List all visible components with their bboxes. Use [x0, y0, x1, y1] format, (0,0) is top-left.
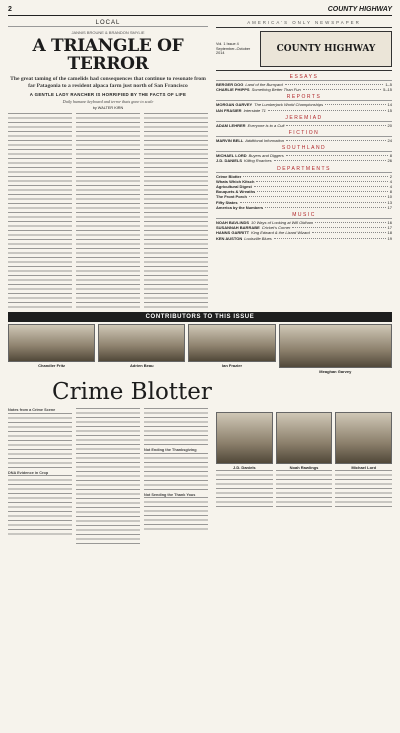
body-text-lines	[216, 470, 273, 510]
toc-dot-leader	[303, 89, 381, 90]
crime-blotter-body	[8, 408, 208, 546]
toc-entry-title: ADAM LEHRER	[216, 122, 246, 128]
toc-entry-subtitle: Land of the Burnyard	[245, 82, 283, 87]
toc-dot-leader	[256, 181, 387, 182]
toc-entry	[216, 236, 392, 241]
contributor-name: Ian Frazier	[222, 363, 243, 368]
toc-entry-subtitle: King Edward & the Lizard Wizard	[251, 230, 310, 236]
masthead	[8, 6, 392, 16]
contributor-photo	[216, 412, 273, 464]
toc-entry	[216, 123, 392, 128]
body-column	[8, 113, 72, 309]
contributor-card	[216, 412, 273, 510]
section-label: LOCAL	[8, 20, 208, 27]
crime-blotter-headline: Crime Blotter	[52, 379, 212, 405]
toc-dot-leader	[257, 191, 388, 192]
toc-entry-page: 13	[387, 199, 392, 205]
blotter-subhead: Not Sending the Thank Yous	[144, 492, 196, 497]
toc-entry-title: J.D. DANIELS	[216, 158, 243, 164]
contributor-card	[98, 324, 185, 374]
toc-entry-page: 1–5	[385, 82, 392, 87]
toc-section-heading: REPORTS	[216, 94, 392, 101]
toc-entry	[216, 158, 392, 163]
toc-entry-page: 10	[387, 194, 392, 200]
toc-entry	[216, 108, 392, 113]
toc-entry-subtitle: Buyers and Diggers	[248, 153, 284, 159]
blotter-subhead: Notes from a Crime Scene	[8, 408, 56, 412]
toc-entry-title: Agricultural Digest	[216, 184, 252, 190]
toc-entry-page: 5–15	[383, 87, 392, 93]
contributor-name: Chandler Fritz	[38, 363, 66, 368]
toc-entry-title: America by the Numbers	[216, 204, 264, 210]
tagline: AMERICA'S ONLY NEWSPAPER	[247, 20, 361, 25]
toc-entry-page: 17	[387, 204, 392, 210]
toc-entry	[216, 87, 392, 92]
toc-dot-leader	[292, 227, 385, 228]
toc-entry-title: SUSANNAH BARRABE	[216, 225, 260, 231]
toc-entry-title: BERGER DOG	[216, 82, 244, 87]
toc-section-heading: SOUTHLAND	[216, 145, 392, 152]
toc-entry-title: MICHAEL LORD	[216, 153, 247, 159]
contributor-card	[335, 412, 392, 510]
toc-dot-leader	[274, 238, 386, 239]
toc-dot-leader	[240, 202, 386, 203]
contributor-name: Noah Rawlings	[289, 465, 319, 470]
body-text-lines	[276, 470, 333, 510]
lead-body	[8, 113, 208, 309]
toc-dot-leader	[243, 176, 387, 177]
county-highway-logo: COUNTY HIGHWAY	[260, 31, 392, 67]
toc-entry-subtitle: The Lumberjack World Championships	[254, 102, 324, 108]
publication-name: COUNTY HIGHWAY	[327, 6, 392, 13]
toc-entry-page: 26	[387, 158, 392, 164]
toc-entry-page: 16	[387, 220, 392, 226]
body-text-lines	[335, 470, 392, 510]
lead-headline: A TRIANGLE OF TERROR	[32, 36, 184, 74]
toc-entry-page: 24	[387, 138, 392, 144]
body-text-lines	[144, 453, 208, 493]
contributor-card	[8, 324, 95, 374]
lead-kicker: A GENTLE LADY RANCHER IS HORRIFIED BY THE FACTS OF LIFE	[29, 92, 187, 97]
toc-section-heading: FICTION	[216, 130, 392, 137]
blotter-subhead: DNA Evidence in Crop	[8, 470, 49, 475]
toc-entry-page: 18	[387, 230, 392, 236]
toc-dot-leader	[286, 140, 386, 141]
toc-entry-page: 8	[389, 189, 392, 195]
toc-entry-page: 20	[387, 122, 392, 128]
toc-entry-title: MARVIN BELL	[216, 138, 244, 144]
toc-entry-page: 2	[389, 173, 392, 179]
body-text-lines	[144, 113, 208, 309]
toc-dot-leader	[325, 104, 385, 105]
toc-dot-leader	[249, 196, 386, 197]
table-of-contents	[216, 74, 392, 241]
toc-entry-page: 14	[387, 102, 392, 108]
toc-entry-subtitle: Killing Roaches	[244, 158, 272, 164]
contributor-name: Adrien Beau	[130, 363, 154, 368]
body-text-lines	[8, 113, 72, 309]
body-text-lines	[144, 408, 208, 448]
toc-dot-leader	[312, 232, 386, 233]
body-text-lines	[8, 475, 72, 535]
body-text-lines	[8, 413, 72, 471]
contributor-photo	[8, 324, 95, 362]
toc-section-heading: ESSAYS	[216, 74, 392, 81]
toc-entry-subtitle: Additional Information	[245, 138, 284, 144]
contributor-name: Michael Lord	[351, 465, 377, 470]
toc-entry-title: HANNS GARRITT	[216, 230, 250, 236]
page-number: 2	[8, 6, 12, 13]
section-byline: JANNIS BROUNE & BRANDON SMYLIE	[71, 30, 145, 35]
toc-entry-subtitle: Interstate 71	[243, 107, 266, 113]
contributor-photo	[335, 412, 392, 464]
toc-entry-title: MORGAN GARVEY	[216, 102, 253, 108]
toc-entry-title: CHARLIE PHIPPS	[216, 87, 250, 93]
toc-entry-title: NOAH BAVLINDS	[216, 220, 250, 226]
contributors-bottom	[216, 408, 392, 546]
toc-dot-leader	[265, 207, 385, 208]
toc-entry-title: The Front Porch	[216, 194, 247, 200]
toc-entry-title: IAN FRASIER	[216, 107, 242, 113]
toc-dot-leader	[286, 125, 385, 126]
body-column	[144, 113, 208, 309]
toc-entry-page: 4	[389, 184, 392, 190]
volume-info: Vol. 1 Issue 4 September–October 2014	[216, 42, 251, 56]
toc-section-heading: DEPARTMENTS	[216, 166, 392, 173]
lead-story	[8, 20, 208, 309]
contributor-photo	[188, 324, 275, 362]
lead-writer: by WALTER KIRN	[92, 106, 124, 110]
toc-entry-title: Bouquets & Wreaths	[216, 189, 256, 195]
toc-entry-subtitle: Something Better Than Fun	[251, 87, 301, 93]
contributor-photo	[276, 412, 333, 464]
toc-entry	[216, 138, 392, 143]
toc-section-heading: MUSIC	[216, 212, 392, 219]
contributor-name: Meaghan Garvey	[319, 369, 352, 374]
contributor-name: J.D. Daniels	[232, 465, 256, 470]
table-of-contents-panel	[216, 20, 392, 309]
toc-entry-title: KEN AUSTON	[216, 235, 243, 241]
toc-dot-leader	[274, 160, 386, 161]
body-text-lines	[144, 497, 208, 533]
lead-subdeck: Daily humane keyboard and terror thats gone to scale	[62, 99, 154, 104]
toc-entry-page: 4	[389, 178, 392, 184]
body-text-lines	[76, 113, 140, 309]
toc-entry-page: 8	[389, 153, 392, 159]
toc-entry-subtitle: Louisville Blues	[244, 235, 272, 241]
toc-entry-subtitle: 10 Ways of Looking at Will Oldham	[251, 220, 314, 226]
issue-logo-bar	[216, 27, 392, 71]
contributors-title: CONTRIBUTORS TO THIS ISSUE	[8, 312, 392, 322]
toc-dot-leader	[286, 155, 388, 156]
blotter-column	[144, 408, 208, 546]
toc-entry-subtitle: Everyone is to a Cult	[247, 122, 285, 128]
contributors-section	[8, 312, 392, 374]
toc-entry	[216, 205, 392, 210]
contributor-photo	[98, 324, 185, 362]
body-column	[76, 113, 140, 309]
toc-entry-title: Crime Blotter	[216, 173, 242, 179]
lead-deck: The great taming of the camelids had consequences that continue to resonate from far Patagonia to a resident alpaca farm just north of San Francisco	[10, 76, 206, 89]
toc-entry-subtitle: Cricket's Corner	[261, 225, 291, 231]
contributor-card	[276, 412, 333, 510]
toc-entry-title: Whats Which Kitsch	[216, 178, 255, 184]
toc-dot-leader	[315, 222, 385, 223]
toc-dot-leader	[285, 84, 384, 85]
contributor-photo	[279, 324, 392, 368]
toc-entry-page: 17	[387, 225, 392, 231]
blotter-column	[8, 408, 72, 546]
blotter-column	[76, 408, 140, 546]
contributor-card	[188, 324, 275, 374]
contributor-card-featured	[279, 324, 392, 374]
toc-dot-leader	[254, 186, 388, 187]
toc-dot-leader	[268, 110, 386, 111]
blotter-subhead: Not Ending the Thanksgiving	[144, 448, 197, 452]
toc-section-heading: JEREMIAD	[216, 115, 392, 122]
toc-entry-page: 19	[387, 235, 392, 241]
toc-entry-title: Fifty States	[216, 199, 238, 205]
body-text-lines	[76, 408, 140, 546]
toc-entry-page: 15	[387, 107, 392, 113]
